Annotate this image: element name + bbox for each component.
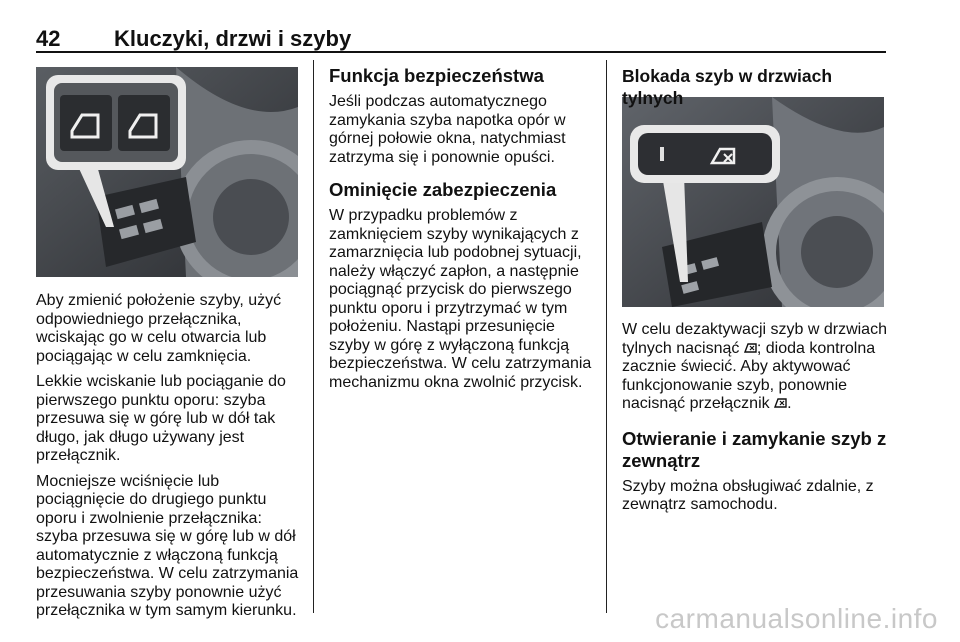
section-heading: Otwieranie i zamykanie szyb z zewnątrz [622, 427, 887, 471]
window-switch-illustration [36, 67, 298, 277]
header-rule [36, 51, 886, 53]
window-lock-icon [744, 342, 757, 354]
paragraph: Mocniejsze wciśnięcie lub pociągnięcie do drugiego punktu oporu i zwolnienie przełącznika: szyba przesuwa się w górę lub w dół automatycznie z włączoną funkcją bezpieczeństwa. W celu zatrzymania przesuwania szyby ponownie użyć przełącznika w tym samym kierunku. [36, 472, 299, 619]
column-2 [329, 65, 597, 399]
paragraph: W przypadku problemów z zamknięciem szyby wynikających z zamarznięcia lub podobnej sytuacji, należy włączyć zapłon, a następnie pociągnąć przycisk do pierwszego punktu oporu i przytrzymać w tym położeniu. Nastąpi przesunięcie szyby w górę z wyłączoną funkcją bezpieczeństwa. W celu zatrzymania mechanizmu okna zwolnić przycisk. [329, 207, 592, 391]
column-divider-1 [313, 60, 314, 613]
paragraph: Aby zmienić położenie szyby, użyć odpowiedniego przełącznika, wciskając go w celu otwarcia lub pociągając w celu zamknięcia. [36, 292, 282, 365]
page-header [36, 26, 886, 52]
paragraph: Jeśli podczas automatycznego zamykania szyba napotka opór w górnej połowie okna, natychmiast zatrzyma się i ponownie opuści. [329, 93, 566, 166]
text-run: ; dioda kontrolna zacznie świecić. Aby aktywować funkcjonowanie szyb, ponownie nacisnąć przełącznik [622, 339, 876, 412]
paragraph [622, 321, 890, 414]
section-heading: Blokada szyb w drzwiach tylnych [622, 66, 833, 108]
watermark: carmanualsonline.info [655, 603, 938, 634]
section-heading: Funkcja bezpieczeństwa [329, 65, 544, 86]
chapter-title: Kluczyki, drzwi i szyby [114, 26, 352, 51]
window-switch-photo [36, 67, 298, 277]
column-1 [36, 292, 304, 628]
rear-window-lock-illustration [622, 97, 884, 307]
paragraph: Lekkie wciskanie lub pociąganie do pierwszego punktu oporu: szyba przesuwa się w górę lub w dół tak długo, jak długo używany jest przełącznik. [36, 373, 286, 464]
page-number: 42 [36, 26, 61, 51]
column-divider-2 [606, 60, 607, 613]
window-lock-icon [774, 397, 787, 409]
rear-window-lock-photo [622, 97, 884, 307]
paragraph: Szyby można obsługiwać zdalnie, z zewnątrz samochodu. [622, 477, 874, 513]
text-run: W celu dezaktywacji szyb w drzwiach tylnych nacisnąć [622, 321, 887, 357]
column-3 [622, 65, 892, 115]
text-run: . [787, 395, 792, 412]
section-heading: Ominięcie zabezpieczenia [329, 179, 557, 200]
column-3-body [622, 321, 890, 522]
